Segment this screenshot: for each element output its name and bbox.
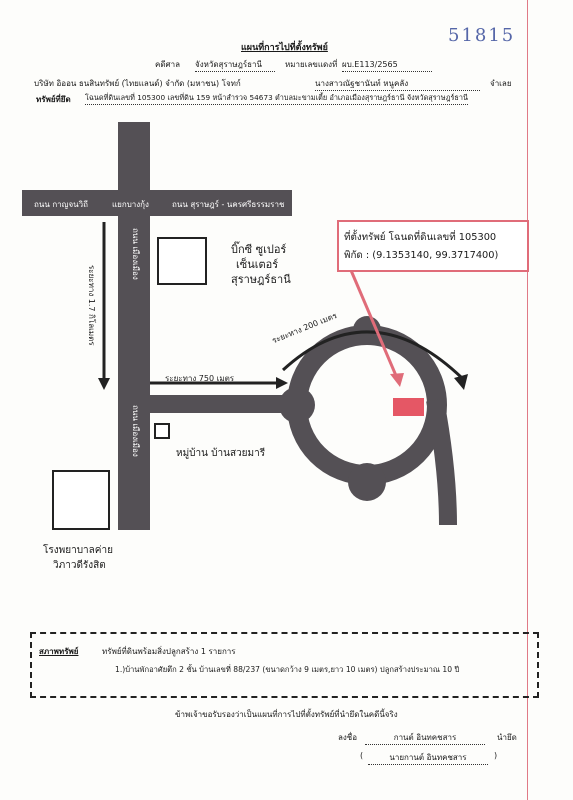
node-left bbox=[279, 387, 315, 423]
distance-curve-label: ระยะทาง 200 เมตร bbox=[270, 310, 339, 346]
right-road bbox=[435, 400, 448, 525]
village-building bbox=[154, 423, 170, 439]
certify-text: ข้าพเจ้าขอรับรองว่าเป็นแผนที่การไปที่ตั้งทรัพย์ที่นำยึดในคดีนี้จริง bbox=[175, 710, 398, 719]
bigc-building bbox=[157, 237, 207, 285]
case-value: ผบ.E113/2565 bbox=[342, 58, 432, 72]
node-bottom bbox=[348, 463, 386, 501]
vertical-road-upper-label: ถนน เมืองเมือง bbox=[131, 228, 140, 280]
hospital-building bbox=[52, 470, 110, 530]
printed-name: นายกานต์ อินทคชสาร bbox=[368, 751, 488, 765]
close-paren: ) bbox=[494, 751, 498, 760]
curve-arrow-head bbox=[454, 374, 468, 390]
court-label: คดีศาล bbox=[155, 60, 181, 69]
property-label: ทรัพย์ที่ยึด bbox=[36, 95, 71, 104]
arrow-down-head bbox=[98, 378, 110, 390]
arrow-right-head bbox=[276, 377, 288, 389]
bigc-line1: บิ๊กซี ซูเปอร์ bbox=[231, 243, 287, 256]
location-line1: ที่ตั้งทรัพย์ โฉนดที่ดินเลขที่ 105300 bbox=[344, 232, 497, 243]
distance-right-label: ระยะทาง 750 เมตร bbox=[165, 374, 235, 383]
road-top-left-label: ถนน กาญจนวิถี bbox=[34, 200, 88, 209]
sign-label: ลงชื่อ bbox=[338, 733, 358, 742]
defendant: นางสาวณัฐชานันท์ หนูคลัง bbox=[315, 77, 480, 91]
distance-down-label: ระยะทาง 1.7 กิโลเมตร bbox=[87, 265, 96, 346]
asset-item: 1.)บ้านพักอาศัยตึก 2 ชั้น บ้านเลขที่ 88/237 (ขนาดกว้าง 9 เมตร,ยาว 10 เมตร) ปลูกสร้างประมาณ 10 ปี bbox=[115, 665, 460, 674]
property-desc: โฉนดที่ดินเลขที่ 105300 เลขที่ดิน 159 หน้าสำรวจ 54673 ตำบลมะขามเตี้ย อำเภอเมืองสุราษฎร์ธานี จังหวัดสุราษฎร์ธานี bbox=[85, 93, 468, 105]
target-house bbox=[393, 398, 424, 416]
junction-label: แยกบางกุ้ง bbox=[112, 200, 149, 209]
signature: กานต์ อินทคชสาร bbox=[365, 731, 485, 745]
road-top-right-label: ถนน สุราษฎร์ - นครศรีธรรมราช bbox=[172, 200, 285, 209]
plaintiff: บริษัท อิออน ธนสินทรัพย์ (ไทยแลนด์) จำกัด (มหาชน) โจทก์ bbox=[34, 79, 241, 88]
handwritten-number: 51815 bbox=[448, 25, 516, 46]
page-title: แผนที่การไปที่ตั้งทรัพย์ bbox=[241, 43, 328, 53]
hospital-line2: วิภาวดีรังสิต bbox=[53, 560, 106, 571]
hospital-line1: โรงพยาบาลค่าย bbox=[43, 545, 113, 556]
role-label: นำยึด bbox=[497, 733, 517, 742]
vertical-road-lower-label: ถนน เมืองเมือง bbox=[131, 405, 140, 457]
location-callout bbox=[337, 220, 529, 272]
asset-label: สภาพทรัพย์ bbox=[39, 647, 79, 656]
asset-summary: ทรัพย์ที่ดินพร้อมสิ่งปลูกสร้าง 1 รายการ bbox=[102, 647, 236, 656]
village-label: หมู่บ้าน บ้านสวยมารี bbox=[176, 448, 266, 459]
bigc-line2: เซ็นเตอร์ bbox=[236, 258, 279, 271]
open-paren: ( bbox=[360, 751, 364, 760]
bigc-line3: สุราษฎร์ธานี bbox=[231, 273, 291, 286]
pointer-head bbox=[390, 373, 404, 387]
case-label: หมายเลขแดงที่ bbox=[285, 60, 338, 69]
court-value: จังหวัดสุราษฎร์ธานี bbox=[195, 58, 275, 72]
defendant-label: จำเลย bbox=[490, 79, 512, 88]
location-line2: พิกัด : (9.1353140, 99.3717400) bbox=[344, 250, 499, 261]
